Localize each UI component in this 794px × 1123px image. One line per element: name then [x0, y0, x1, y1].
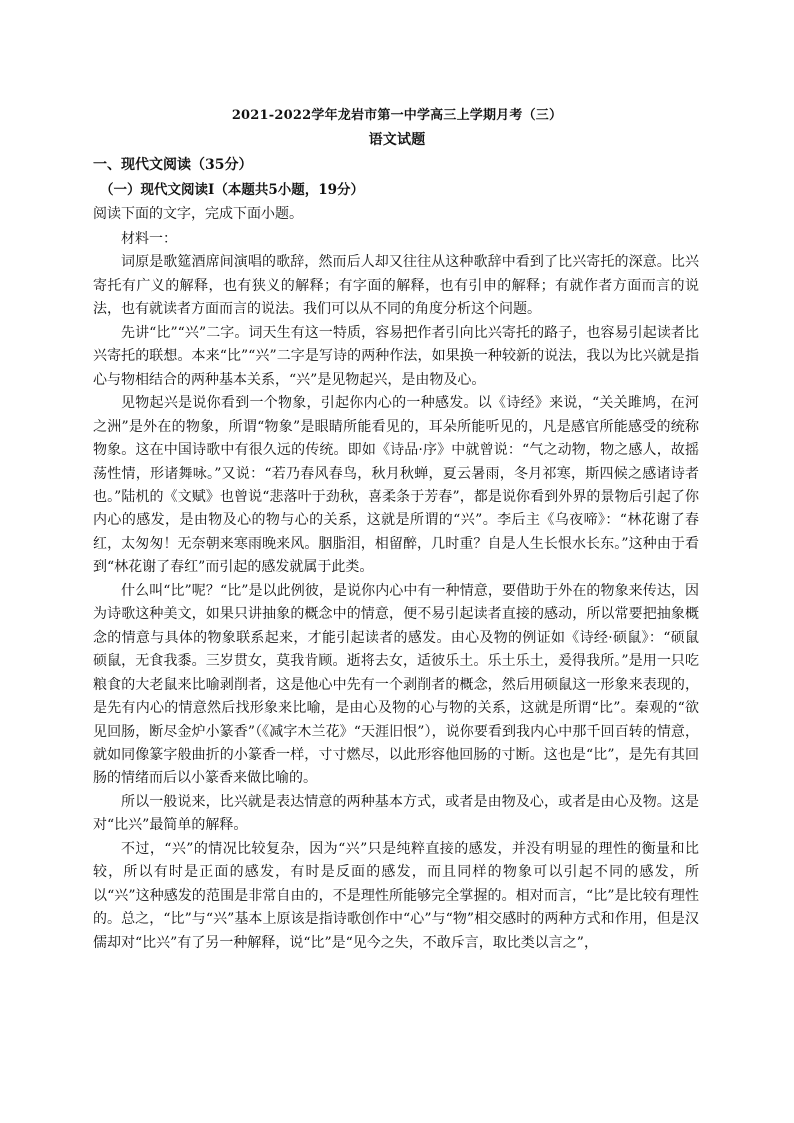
reading-passage: [93, 228, 699, 955]
material-label: 材料一：: [121, 231, 177, 247]
exam-title: 2021-2022学年龙岩市第一中学高三上学期月考（三）: [231, 108, 563, 123]
passage-paragraph: 什么叫“比”呢？“比”是以此例彼，是说你内心中有一种情意，要借助于外在的物象来传达，因为诗歌这种美文，如果只讲抽象的概念中的情意，便不易引起读者直接的感动，所以常要把抽象概念的情意与具体的物象联系起来，才能引起读者的感发。由心及物的例证如《诗经·硕鼠》：“硕鼠硕鼠，无食我黍。三岁贯女，莫我肯顾。逝将去女，适彼乐土。乐土乐土，爰得我所。”是用一只吃粮食的大老鼠来比喻剥削者，这是他心中先有一个剥削者的概念，然后用硕鼠这一形象来表现的，是先有内心的情意然后找形象来比喻，是由心及物的心与物的关系，这就是所谓“比”。秦观的“欲见回肠，断尽金炉小篆香”（《减字木兰花》“天涯旧恨”），说你要看到我内心中那千回百转的情意，就如同像篆字般曲折的小篆香一样，寸寸燃尽，以此形容他回肠的寸断。这也是“比”，是先有其回肠的情绪而后以小篆香来做比喻的。: [93, 582, 699, 787]
section-heading: 一、现代文阅读（35分）: [93, 157, 253, 173]
passage-paragraph: 不过，“兴”的情况比较复杂，因为“兴”只是纯粹直接的感发，并没有明显的理性的衡量和比较，所以有时是正面的感发，有时是反面的感发，而且同样的物象可以引起不同的感发，所以“兴”这种感发的范围是非常自由的，不是理性所能够完全掌握的。相对而言，“比”是比较有理性的。总之，“比”与“兴”基本上原该是指诗歌创作中“心”与“物”相交感时的两种方式和作用，但是汉儒却对“比兴”有了另一种解释，说“比”是“见今之失，不敢斥言，取比类以言之”，: [93, 840, 699, 951]
passage-paragraph: 先讲“比”“兴”二字。词天生有这一特质，容易把作者引向比兴寄托的路子，也容易引起读者比兴寄托的联想。本来“比”“兴”二字是写诗的两种作法，如果换一种较新的说法，我以为比兴就是指心与物相结合的两种基本关系，“兴”是见物起兴，是由物及心。: [93, 324, 699, 388]
section-subheading: （一）现代文阅读Ⅰ（本题共5小题，19分）: [100, 182, 364, 198]
reading-instruction: 阅读下面的文字，完成下面小题。: [93, 206, 303, 222]
passage-paragraph: 词原是歌筵酒席间演唱的歌辞，然而后人却又往往从这种歌辞中看到了比兴寄托的深意。比兴寄托有广义的解释，也有狭义的解释；有字面的解释，也有引申的解释；有就作者方面而言的说法，也有就读者方面而言的说法。我们可以从不同的角度分析这个问题。: [93, 254, 699, 318]
exam-subtitle: 语文试题: [368, 132, 426, 148]
passage-paragraph: 所以一般说来，比兴就是表达情意的两种基本方式，或者是由物及心，或者是由心及物。这是对“比兴”最简单的解释。: [93, 793, 699, 834]
passage-paragraph: 见物起兴是说你看到一个物象，引起你内心的一种感发。以《诗经》来说，“关关雎鸠，在河之洲”是外在的物象，所谓“物象”是眼睛所能看见的，耳朵所能听见的，凡是感官所能感受的统称物象。这在中国诗歌中有很久远的传统。即如《诗品·序》中就曾说：“气之动物，物之感人，故摇荡性情，形诸舞咏。”又说：“若乃春风春鸟，秋月秋蝉，夏云暑雨，冬月祁寒，斯四候之感诸诗者也。”陆机的《文赋》也曾说“悲落叶于劲秋，喜柔条于芳春”，都是说你看到外界的景物后引起了你内心的感发，是由物及心的物与心的关系，这就是所谓的“兴”。李后主《乌夜啼》：“林花谢了春红，太匆匆！无奈朝来寒雨晚来风。胭脂泪，相留醉，几时重？自是人生长恨水长东。”这种由于看到“林花谢了春红”而引起的感发就属于此类。: [93, 395, 699, 576]
